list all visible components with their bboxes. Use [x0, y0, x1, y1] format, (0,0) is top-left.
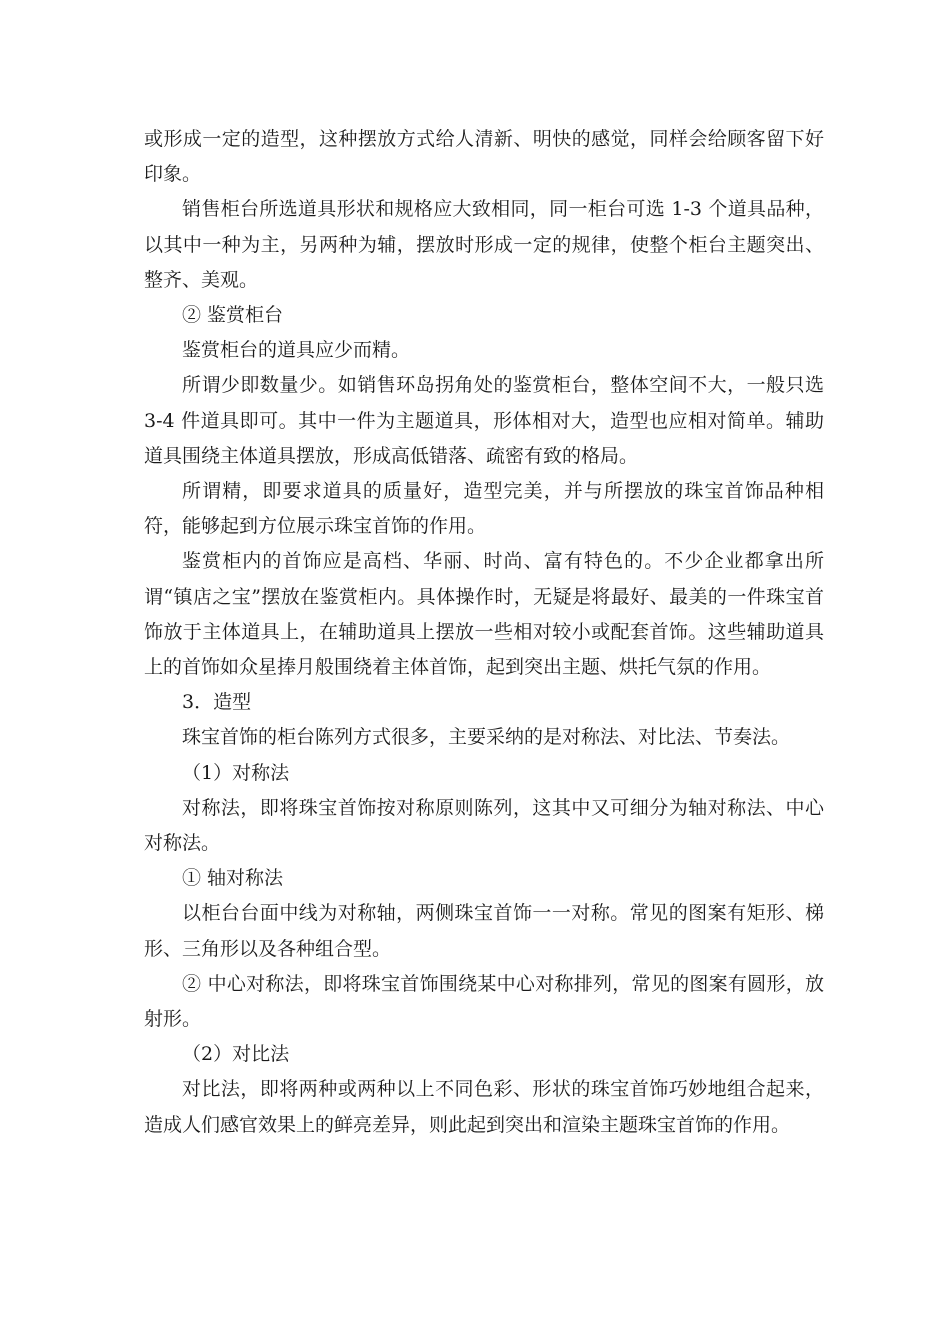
paragraph: 销售柜台所选道具形状和规格应大致相同，同一柜台可选 1-3 个道具品种，以其中一种为主，另两种为辅，摆放时形成一定的规律，使整个柜台主题突出、整齐、美观。	[144, 198, 824, 291]
paragraph: 所谓精，即要求道具的质量好，造型完美，并与所摆放的珠宝首饰品种相符，能够起到方位展示珠宝首饰的作用。	[144, 480, 824, 538]
subsection-heading: ① 轴对称法	[182, 867, 284, 890]
paragraph: ② 中心对称法，即将珠宝首饰围绕某中心对称排列，常见的图案有圆形，放射形。	[144, 972, 824, 1031]
subsection-heading: （1）对称法	[182, 761, 290, 784]
subsection-heading: （2）对比法	[182, 1043, 290, 1066]
paragraph: 对称法，即将珠宝首饰按对称原则陈列，这其中又可细分为轴对称法、中心对称法。	[144, 796, 824, 855]
paragraph: 以柜台台面中线为对称轴，两侧珠宝首饰一一对称。常见的图案有矩形、梯形、三角形以及各种组合型。	[144, 902, 824, 960]
paragraph: 对比法，即将两种或两种以上不同色彩、形状的珠宝首饰巧妙地组合起来，造成人们感官效果上的鲜亮差异，则此起到突出和渲染主题珠宝首饰的作用。	[144, 1078, 824, 1136]
section-heading: 3．造型	[182, 691, 252, 714]
paragraph: 鉴赏柜内的首饰应是高档、华丽、时尚、富有特色的。不少企业都拿出所谓“镇店之宝”摆放在鉴赏柜内。具体操作时，无疑是将最好、最美的一件珠宝首饰放于主体道具上，在辅助道具上摆放一些相对较小或配套首饰。这些辅助道具上的首饰如众星捧月般围绕着主体首饰，起到突出主题、烘托气氛的作用。	[144, 550, 824, 679]
paragraph: 所谓少即数量少。如销售环岛拐角处的鉴赏柜台，整体空间不大，一般只选 3-4 件道具即可。其中一件为主题道具，形体相对大，造型也应相对简单。辅助道具围绕主体道具摆放，形成高低错落、疏密有致的格局。	[144, 374, 824, 467]
paragraph-continuation: 或形成一定的造型，这种摆放方式给人清新、明快的感觉，同样会给顾客留下好印象。	[144, 128, 824, 186]
paragraph: 鉴赏柜台的道具应少而精。	[182, 339, 411, 362]
paragraph: 珠宝首饰的柜台陈列方式很多，主要采纳的是对称法、对比法、节奏法。	[182, 726, 791, 749]
subsection-heading: ② 鉴赏柜台	[182, 304, 284, 327]
document-body	[144, 122, 824, 1143]
